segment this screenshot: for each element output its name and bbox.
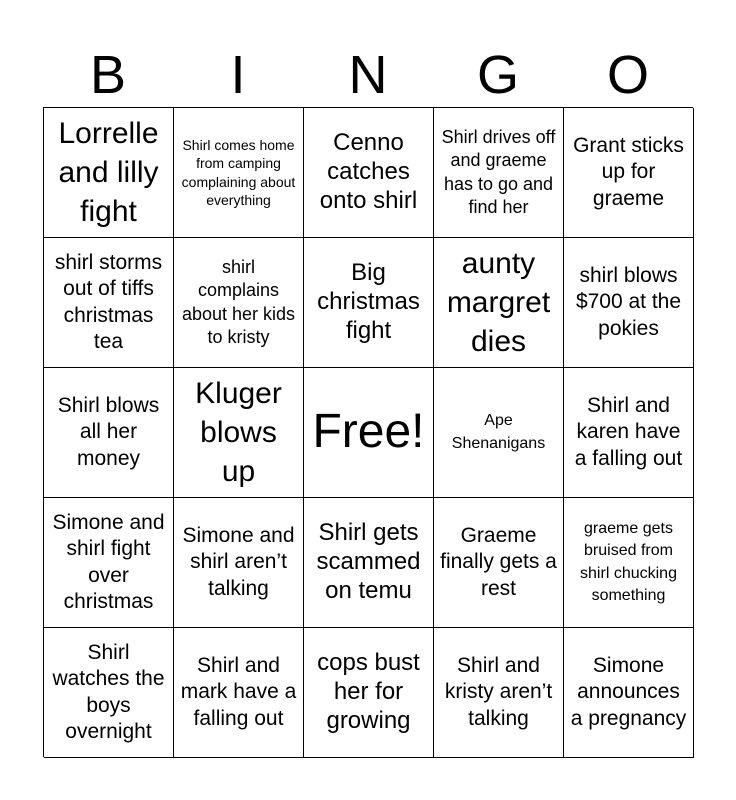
cell-text: Simone announces a pregnancy <box>570 654 687 730</box>
cell-text: Shirl blows all her money <box>57 394 160 470</box>
cell-text: Lorrelle and lilly fight <box>58 117 159 228</box>
bingo-cell[interactable] <box>434 108 564 238</box>
bingo-header <box>43 44 693 106</box>
bingo-cell[interactable] <box>44 238 174 368</box>
cell-text: Shirl comes home from camping complaining about everything <box>181 137 296 208</box>
cell-text: Shirl gets scammed on temu <box>316 519 421 604</box>
bingo-cell[interactable] <box>304 628 434 758</box>
bingo-cell[interactable] <box>304 108 434 238</box>
bingo-cell[interactable] <box>174 498 304 628</box>
bingo-cell[interactable] <box>434 498 564 628</box>
cell-text: Graeme finally gets a rest <box>440 524 557 600</box>
cell-text: Grant sticks up for graeme <box>573 134 684 210</box>
cell-text: Big christmas fight <box>317 259 420 344</box>
bingo-cell[interactable] <box>434 368 564 498</box>
cell-text: Kluger blows up <box>195 377 282 488</box>
bingo-cell[interactable] <box>564 628 694 758</box>
bingo-cell[interactable] <box>564 498 694 628</box>
bingo-cell[interactable] <box>304 498 434 628</box>
bingo-cell[interactable] <box>44 498 174 628</box>
cell-text: Simone and shirl aren’t talking <box>182 524 295 600</box>
bingo-cell[interactable] <box>434 628 564 758</box>
bingo-cell[interactable] <box>174 368 304 498</box>
cell-text: Shirl watches the boys overnight <box>52 641 165 743</box>
bingo-cell[interactable] <box>44 108 174 238</box>
bingo-cell[interactable] <box>44 368 174 498</box>
bingo-cell[interactable] <box>174 628 304 758</box>
cell-text: Cenno catches onto shirl <box>319 129 418 214</box>
bingo-cell[interactable] <box>174 108 304 238</box>
cell-text: aunty margret dies <box>446 247 551 358</box>
bingo-cell[interactable] <box>434 238 564 368</box>
cell-text: Simone and shirl fight over christmas <box>52 511 165 613</box>
cell-text: Shirl and mark have a falling out <box>180 654 297 730</box>
header-letter-b: B <box>89 45 127 105</box>
cell-text: graeme gets bruised from shirl chucking something <box>580 519 677 604</box>
cell-text: Ape Shenanigans <box>451 412 546 452</box>
bingo-cell[interactable] <box>564 108 694 238</box>
cell-text: Shirl drives off and graeme has to go and find her <box>441 126 556 217</box>
bingo-cell[interactable] <box>304 238 434 368</box>
cell-text: shirl storms out of tiffs christmas tea <box>54 251 163 353</box>
header-letter-i: I <box>230 45 246 105</box>
cell-text: Shirl and karen have a falling out <box>574 394 683 470</box>
bingo-cell[interactable] <box>564 238 694 368</box>
bingo-cell[interactable] <box>564 368 694 498</box>
header-letter-g: G <box>476 45 519 105</box>
header-letter-n: N <box>348 45 388 105</box>
bingo-board <box>43 107 693 757</box>
header-letter-o: O <box>606 45 649 105</box>
cell-text: shirl blows $700 at the pokies <box>575 264 682 340</box>
free-space-text: Free! <box>312 405 425 459</box>
cell-text: cops bust her for growing <box>317 649 420 734</box>
bingo-cell[interactable] <box>174 238 304 368</box>
bingo-cell[interactable] <box>44 628 174 758</box>
cell-text: shirl complains about her kids to kristy <box>181 256 296 347</box>
free-space-cell[interactable] <box>304 368 434 498</box>
cell-text: Shirl and kristy aren’t talking <box>444 654 553 730</box>
